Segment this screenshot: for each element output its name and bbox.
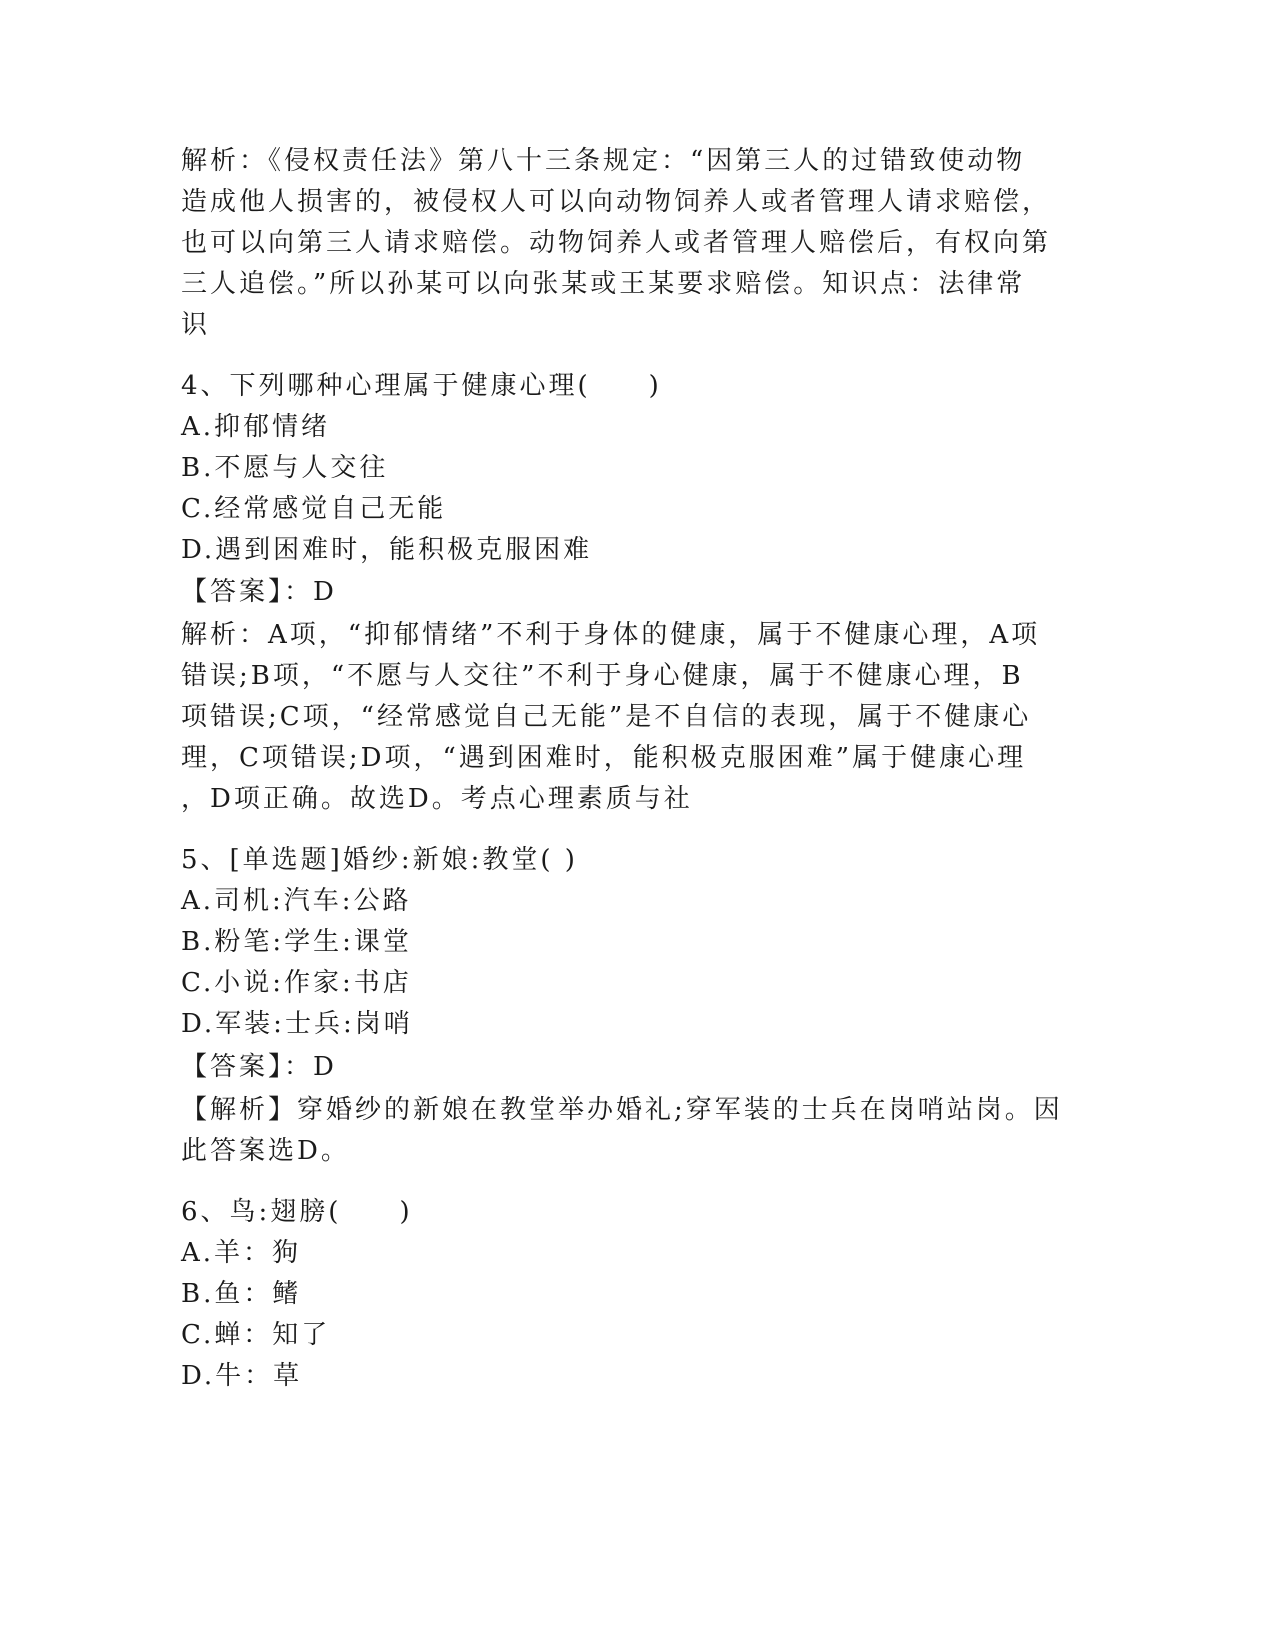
q4-option-b: B.不愿与人交往: [181, 453, 389, 483]
q3-analysis-line: 识: [181, 310, 211, 340]
q4-option-c: C.经常感觉自己无能: [181, 494, 447, 524]
q6-option-a: A.羊：狗: [181, 1238, 302, 1268]
q5-option-b: B.粉笔:学生:课堂: [181, 927, 412, 957]
q5-option-c: C.小说:作家:书店: [181, 968, 412, 998]
q4-analysis-line: 错误;B项，“不愿与人交往”不利于身心健康，属于不健康心理，B: [181, 661, 1024, 691]
q4-option-a: A.抑郁情绪: [181, 412, 331, 442]
q5-answer: 【答案】：D: [181, 1052, 337, 1082]
q4-analysis-line: 项错误;C项，“经常感觉自己无能”是不自信的表现，属于不健康心: [181, 702, 1032, 732]
q3-analysis-line: 三人追偿。”所以孙某可以向张某或王某要求赔偿。知识点：法律常: [181, 269, 1026, 299]
q4-analysis-line: 理，C项错误;D项，“遇到困难时，能积极克服困难”属于健康心理: [181, 743, 1027, 773]
q6-option-d: D.牛：草: [181, 1361, 303, 1391]
q4-option-d: D.遇到困难时，能积极克服困难: [181, 535, 593, 565]
q3-analysis-line: 也可以向第三人请求赔偿。动物饲养人或者管理人赔偿后，有权向第: [181, 228, 1052, 258]
q5-option-a: A.司机:汽车:公路: [181, 886, 412, 916]
q3-analysis-line: 解析：《侵权责任法》第八十三条规定：“因第三人的过错致使动物: [181, 146, 1026, 176]
q5-analysis-line: 此答案选D。: [181, 1136, 350, 1166]
q4-stem: 4、下列哪种心理属于健康心理( ): [181, 371, 662, 401]
q5-stem: 5、[单选题]婚纱:新娘:教堂( ): [181, 845, 578, 875]
q4-analysis-line: 解析：A项，“抑郁情绪”不利于身体的健康，属于不健康心理，A项: [181, 620, 1041, 650]
q4-answer: 【答案】：D: [181, 577, 337, 607]
q6-option-c: C.蝉：知了: [181, 1320, 331, 1350]
q4-analysis-line: ，D项正确。故选D。考点心理素质与社: [181, 784, 693, 814]
q5-option-d: D.军装:士兵:岗哨: [181, 1009, 413, 1039]
q6-stem: 6、鸟:翅膀( ): [181, 1197, 413, 1227]
q3-analysis-line: 造成他人损害的，被侵权人可以向动物饲养人或者管理人请求赔偿，: [181, 187, 1052, 217]
q5-analysis-line: 【解析】穿婚纱的新娘在教堂举办婚礼;穿军装的士兵在岗哨站岗。因: [181, 1095, 1063, 1125]
q6-option-b: B.鱼：鳍: [181, 1279, 302, 1309]
